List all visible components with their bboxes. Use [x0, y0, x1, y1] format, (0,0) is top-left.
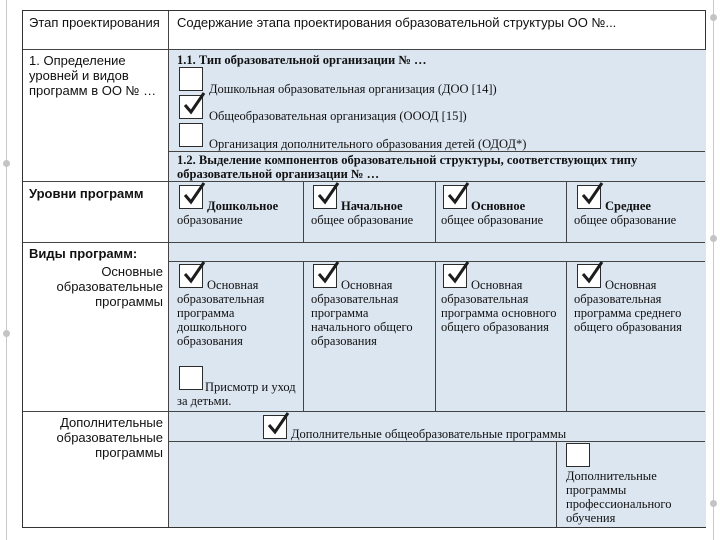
header-divider	[23, 49, 705, 50]
checkmark-icon	[182, 92, 206, 116]
checkbox-level-basic[interactable]	[443, 185, 467, 209]
types-label: Виды программ:	[29, 246, 138, 261]
checkbox-program-preschool[interactable]	[179, 264, 203, 288]
checkmark-icon	[580, 182, 604, 206]
additional-prof-label: Дополнительные программы профессионального обучения	[566, 469, 672, 525]
checkmark-icon	[446, 261, 470, 285]
divider-1-1	[169, 151, 705, 152]
left-decoration-dot	[3, 160, 10, 167]
step1-label: 1. Определение уровней и видов программ в ОО № …	[29, 53, 157, 98]
checkbox-level-preschool[interactable]	[179, 185, 203, 209]
programs-col-divider	[566, 261, 567, 411]
section-1-1-title: 1.1. Тип образовательной организации № …	[177, 53, 427, 67]
option-doo: Дошкольная образовательная организация (ДОО [14])	[209, 82, 497, 96]
program-secondary-first: Основная	[605, 278, 657, 292]
divider-additional-top	[23, 411, 705, 412]
option-oood: Общеобразовательная организация (ОООД [15])	[209, 109, 467, 123]
checkbox-program-primary[interactable]	[313, 264, 337, 288]
program-basic-rest: образовательная программа основного общего образования	[441, 292, 557, 334]
levels-label: Уровни программ	[29, 186, 144, 201]
checkbox-additional-prof[interactable]	[566, 443, 590, 467]
checkmark-icon	[182, 261, 206, 285]
program-preschool-first: Основная	[207, 278, 259, 292]
checkmark-icon	[446, 182, 470, 206]
level-basic-rest: общее образование	[441, 213, 544, 227]
option-odod: Организация дополнительного образования детей (ОДОД*)	[209, 137, 527, 151]
checkmark-icon	[182, 182, 206, 206]
left-decoration-dot	[3, 330, 10, 337]
divider-types-bottom	[169, 261, 705, 262]
checkbox-additional-general[interactable]	[263, 415, 287, 439]
checkbox-level-primary[interactable]	[313, 185, 337, 209]
level-secondary-first: Среднее	[605, 199, 651, 213]
levels-col-divider	[303, 181, 304, 242]
header-content: Содержание этапа проектирования образовательной структуры ОО №...	[177, 15, 617, 30]
prof-col-divider	[556, 441, 557, 527]
checkbox-program-secondary[interactable]	[577, 264, 601, 288]
right-decoration-dot	[710, 500, 717, 507]
level-primary-first: Начальное	[341, 199, 403, 213]
program-basic-first: Основная	[471, 278, 523, 292]
header-stage: Этап проектирования	[29, 15, 160, 30]
care-label: Присмотр и уход за детьми.	[177, 380, 296, 408]
main-programs-label: Основные образовательные программы	[56, 264, 163, 309]
column-divider	[168, 11, 169, 527]
programs-col-divider	[435, 261, 436, 411]
right-decoration-line	[713, 0, 714, 540]
checkmark-icon	[266, 412, 290, 436]
program-primary-first: Основная	[341, 278, 393, 292]
programs-col-divider	[303, 261, 304, 411]
left-decoration-line	[6, 0, 7, 540]
section-1-2-title: 1.2. Выделение компонентов образовательной структуры, соответствующих типу образовательной организации № …	[177, 153, 638, 181]
additional-general-label: Дополнительные общеобразовательные программы	[291, 427, 567, 441]
checkmark-icon	[316, 182, 340, 206]
level-basic-first: Основное	[471, 199, 526, 213]
checkbox-program-basic[interactable]	[443, 264, 467, 288]
right-decoration-dot	[710, 235, 717, 242]
divider-types-top	[23, 242, 705, 243]
design-table	[22, 10, 706, 528]
level-primary-rest: общее образование	[311, 213, 414, 227]
levels-col-divider	[566, 181, 567, 242]
level-preschool-rest: образование	[177, 213, 243, 227]
checkbox-odod[interactable]	[179, 123, 203, 147]
divider-additional-mid	[169, 441, 705, 442]
right-decoration-dot	[710, 14, 717, 21]
program-preschool-rest: образовательная программа дошкольного образования	[177, 292, 265, 348]
checkmark-icon	[580, 261, 604, 285]
checkmark-icon	[316, 261, 340, 285]
checkbox-doo[interactable]	[179, 67, 203, 91]
checkbox-level-secondary[interactable]	[577, 185, 601, 209]
level-secondary-rest: общее образование	[574, 213, 677, 227]
program-primary-rest: образовательная программа начального общего образования	[311, 292, 413, 348]
levels-col-divider	[435, 181, 436, 242]
program-secondary-rest: образовательная программа среднего общего образования	[574, 292, 682, 334]
checkbox-oood[interactable]	[179, 95, 203, 119]
level-preschool-first: Дошкольное	[207, 199, 279, 213]
additional-programs-label: Дополнительные образовательные программы	[56, 415, 163, 460]
